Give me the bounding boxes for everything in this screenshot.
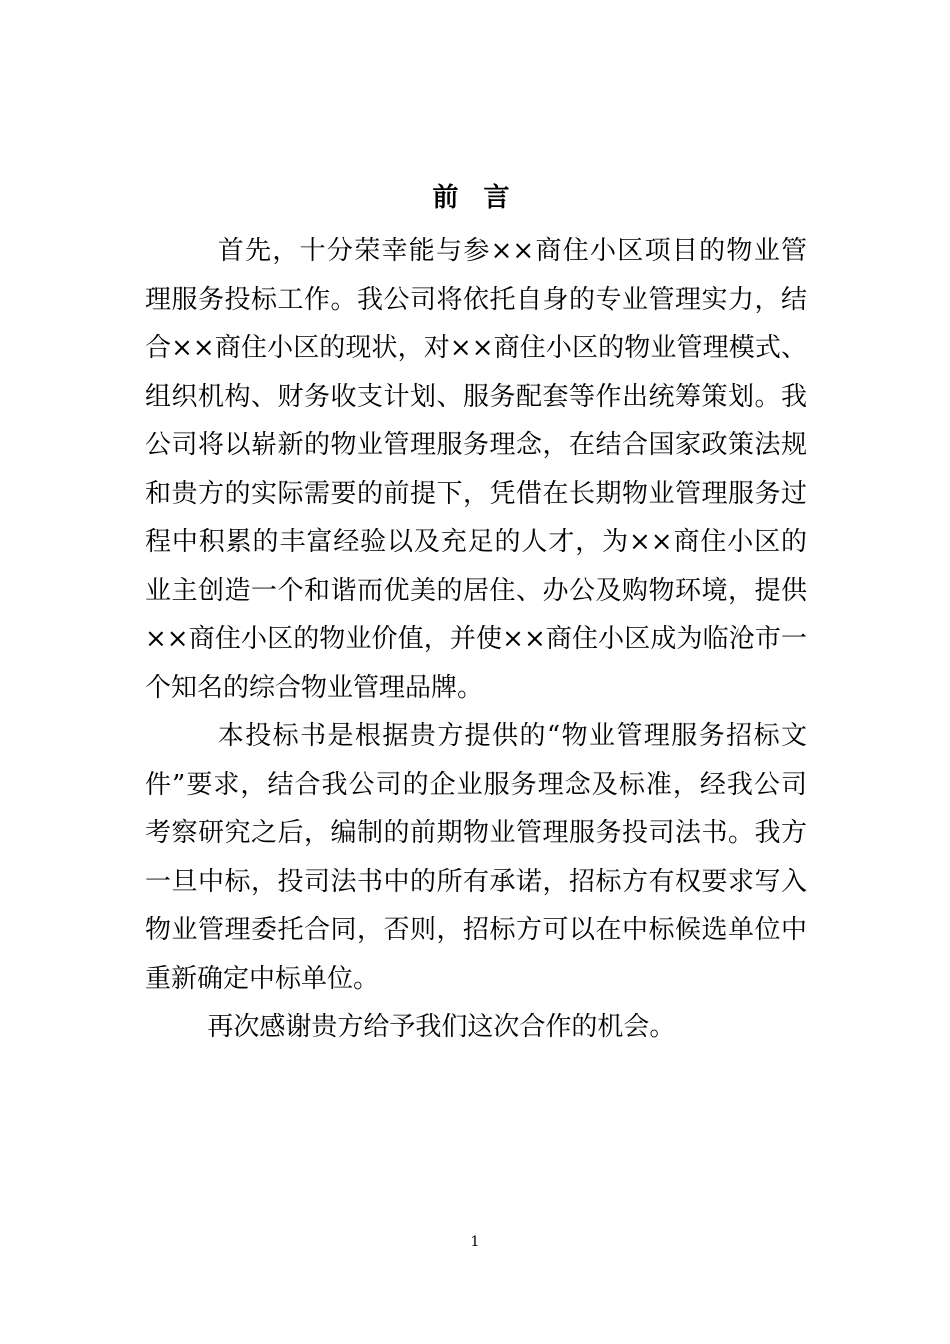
page-number: 1 xyxy=(470,1234,480,1250)
paragraph-bid-basis: 本投标书是根据贵方提供的“物业管理服务招标文件”要求，结合我公司的企业服务理念及标准，经我公司考察研究之后，编制的前期物业管理服务投司法书。我方一旦中标，投司法书中的所有承诺，招标方有权要求写入物业管理委托合同，否则，招标方可以在中标候选单位中重新确定中标单位。 xyxy=(145,721,807,994)
paragraph-intro: 首先，十分荣幸能与参××商住小区项目的物业管理服务投标工作。我公司将依托自身的专业管理实力，结合××商住小区的现状，对××商住小区的物业管理模式、组织机构、财务收支计划、服务配套等作出统筹策划。我公司将以崭新的物业管理服务理念，在结合国家政策法规和贵方的实际需要的前提下，凭借在长期物业管理服务过程中积累的丰富经验以及充足的人才，为××商住小区的业主创造一个和谐而优美的居住、办公及购物环境，提供××商住小区的物业价值，并使××商住小区成为临沧市一个知名的综合物业管理品牌。 xyxy=(145,236,807,703)
paragraph-thanks: 再次感谢贵方给予我们这次合作的机会。 xyxy=(207,1012,676,1042)
page-title: 前 言 xyxy=(432,183,518,213)
document-body xyxy=(145,227,807,1052)
